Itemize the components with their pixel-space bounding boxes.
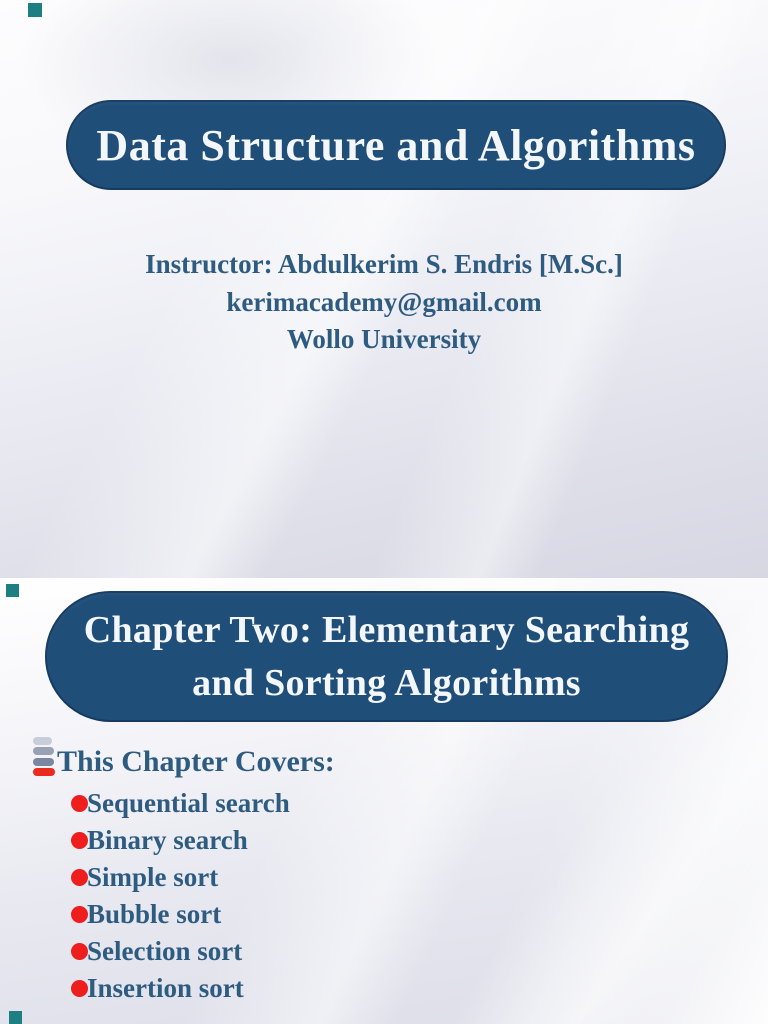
- slide-corner-marker-icon: [6, 584, 19, 597]
- slide-2: [0, 578, 768, 1024]
- covers-heading-row: [33, 734, 335, 778]
- chapter-title-line-1: Chapter Two: Elementary Searching: [83, 608, 690, 651]
- topic-label: Binary search: [87, 825, 248, 855]
- chapter-banner: [45, 591, 728, 722]
- topic-label: Selection sort: [87, 936, 243, 966]
- slide-corner-marker-icon: [9, 1011, 22, 1024]
- bullet-icon: [71, 906, 88, 923]
- chapter-title-line-2: and Sorting Algorithms: [192, 661, 581, 704]
- bullet-icon: [71, 980, 88, 997]
- bullet-icon: [71, 832, 88, 849]
- bullet-icon: [71, 869, 88, 886]
- stack-bar-icon: [33, 747, 54, 755]
- topic-label: Insertion sort: [87, 973, 244, 1003]
- list-item: [71, 970, 290, 1007]
- email-line: kerimacademy@gmail.com: [226, 286, 542, 317]
- topic-label: Sequential search: [87, 788, 290, 818]
- stacked-bars-icon: [33, 734, 55, 776]
- topic-list: [71, 785, 290, 1007]
- bullet-icon: [71, 795, 88, 812]
- stack-bar-icon: [33, 768, 55, 776]
- slide-corner-marker-icon: [28, 3, 42, 17]
- list-item: [71, 822, 290, 859]
- title-banner: [66, 100, 726, 190]
- instructor-line: Instructor: Abdulkerim S. Endris [M.Sc.]: [145, 249, 623, 279]
- list-item: [71, 933, 290, 970]
- topic-label: Simple sort: [87, 862, 219, 892]
- author-block: [0, 246, 768, 359]
- stack-bar-icon: [33, 758, 54, 766]
- stack-bar-icon: [33, 737, 52, 745]
- university-line: Wollo University: [286, 324, 482, 354]
- list-item: [71, 896, 290, 933]
- covers-heading: This Chapter Covers:: [57, 745, 335, 778]
- topic-label: Bubble sort: [87, 899, 222, 929]
- bullet-icon: [71, 943, 88, 960]
- list-item: [71, 859, 290, 896]
- list-item: [71, 785, 290, 822]
- deck-title: Data Structure and Algorithms: [96, 120, 696, 170]
